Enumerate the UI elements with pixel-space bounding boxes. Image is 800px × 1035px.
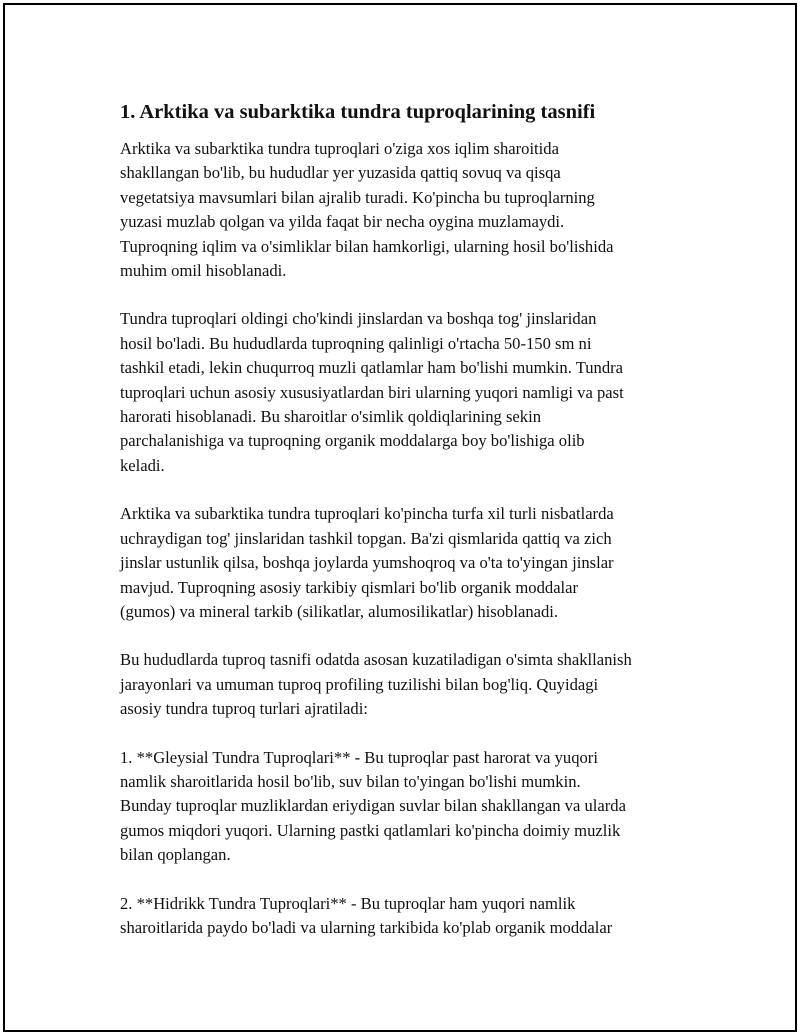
text-line: muhim omil hisoblanadi.: [120, 261, 287, 281]
text-line: (gumos) va mineral tarkib (silikatlar, alumosilikatlar) hisoblanadi.: [120, 601, 559, 621]
paragraph-list: [120, 137, 700, 940]
text-line: harorati hisoblanadi. Bu sharoitlar o'simlik qoldiqlarining sekin: [120, 407, 541, 427]
text-line: jarayonlari va umuman tuproq profiling tuzilishi bilan bog'liq. Quyidagi: [120, 674, 599, 694]
paragraph: [120, 137, 700, 283]
document-body: [120, 98, 700, 964]
text-line: tuproqlari uchun asosiy xususiyatlardan biri ularning yuqori namligi va past: [120, 382, 624, 402]
text-line: jinslar ustunlik qilsa, boshqa joylarda yumshoqroq va o'ta to'yingan jinslar: [120, 553, 614, 573]
text-line: 2. **Hidrikk Tundra Tuproqlari** - Bu tuproqlar ham yuqori namlik: [120, 893, 576, 913]
text-line: yuzasi muzlab qolgan va yilda faqat bir necha oygina muzlamaydi.: [120, 212, 565, 232]
text-line: vegetatsiya mavsumlari bilan ajralib turadi. Ko'pincha bu tuproqlarning: [120, 187, 595, 207]
text-line: shakllangan bo'lib, bu hududlar yer yuzasida qattiq sovuq va qisqa: [120, 163, 561, 183]
paragraph: [120, 502, 700, 624]
text-line: keladi.: [120, 455, 165, 475]
text-line: hosil bo'ladi. Bu hududlarda tuproqning qalinligi o'rtacha 50-150 sm ni: [120, 333, 592, 353]
text-line: mavjud. Tuproqning asosiy tarkibiy qismlari bo'lib organik moddalar: [120, 577, 579, 597]
text-line: gumos miqdori yuqori. Ularning pastki qatlamlari ko'pincha doimiy muzlik: [120, 820, 621, 840]
text-line: tashkil etadi, lekin chuqurroq muzli qatlamlar ham bo'lishi mumkin. Tundra: [120, 358, 624, 378]
text-line: namlik sharoitlarida hosil bo'lib, suv bilan to'yingan bo'lishi mumkin.: [120, 771, 581, 791]
section-heading: 1. Arktika va subarktika tundra tuproqlarining tasnifi: [120, 101, 596, 123]
text-line: Bunday tuproqlar muzliklardan eriydigan suvlar bilan shakllangan va ularda: [120, 796, 626, 816]
paragraph: [120, 307, 700, 478]
paragraph: [120, 648, 700, 721]
text-line: bilan qoplangan.: [120, 845, 231, 865]
text-line: asosiy tundra tuproq turlari ajratiladi:: [120, 699, 368, 719]
text-line: parchalanishiga va tuproqning organik moddalarga boy bo'lishiga olib: [120, 431, 585, 451]
paragraph: [120, 746, 700, 868]
text-line: uchraydigan tog' jinslaridan tashkil topgan. Ba'zi qismlarida qattiq va zich: [120, 528, 612, 548]
text-line: Arktika va subarktika tundra tuproqlari o'ziga xos iqlim sharoitida: [120, 139, 559, 158]
text-line: sharoitlarida paydo bo'ladi va ularning tarkibida ko'plab organik moddalar: [120, 917, 613, 937]
paragraph: [120, 892, 700, 941]
page-frame: [3, 3, 797, 1032]
text-line: Arktika va subarktika tundra tuproqlari ko'pincha turfa xil turli nisbatlarda: [120, 504, 614, 524]
text-line: 1. **Gleysial Tundra Tuproqlari** - Bu tuproqlar past harorat va yuqori: [120, 747, 598, 767]
text-line: Bu hududlarda tuproq tasnifi odatda asosan kuzatiladigan o'simta shakllanish: [120, 650, 632, 670]
text-line: Tundra tuproqlari oldingi cho'kindi jinslardan va boshqa tog' jinslaridan: [120, 309, 597, 329]
text-line: Tuproqning iqlim va o'simliklar bilan hamkorligi, ularning hosil bo'lishida: [120, 236, 614, 256]
